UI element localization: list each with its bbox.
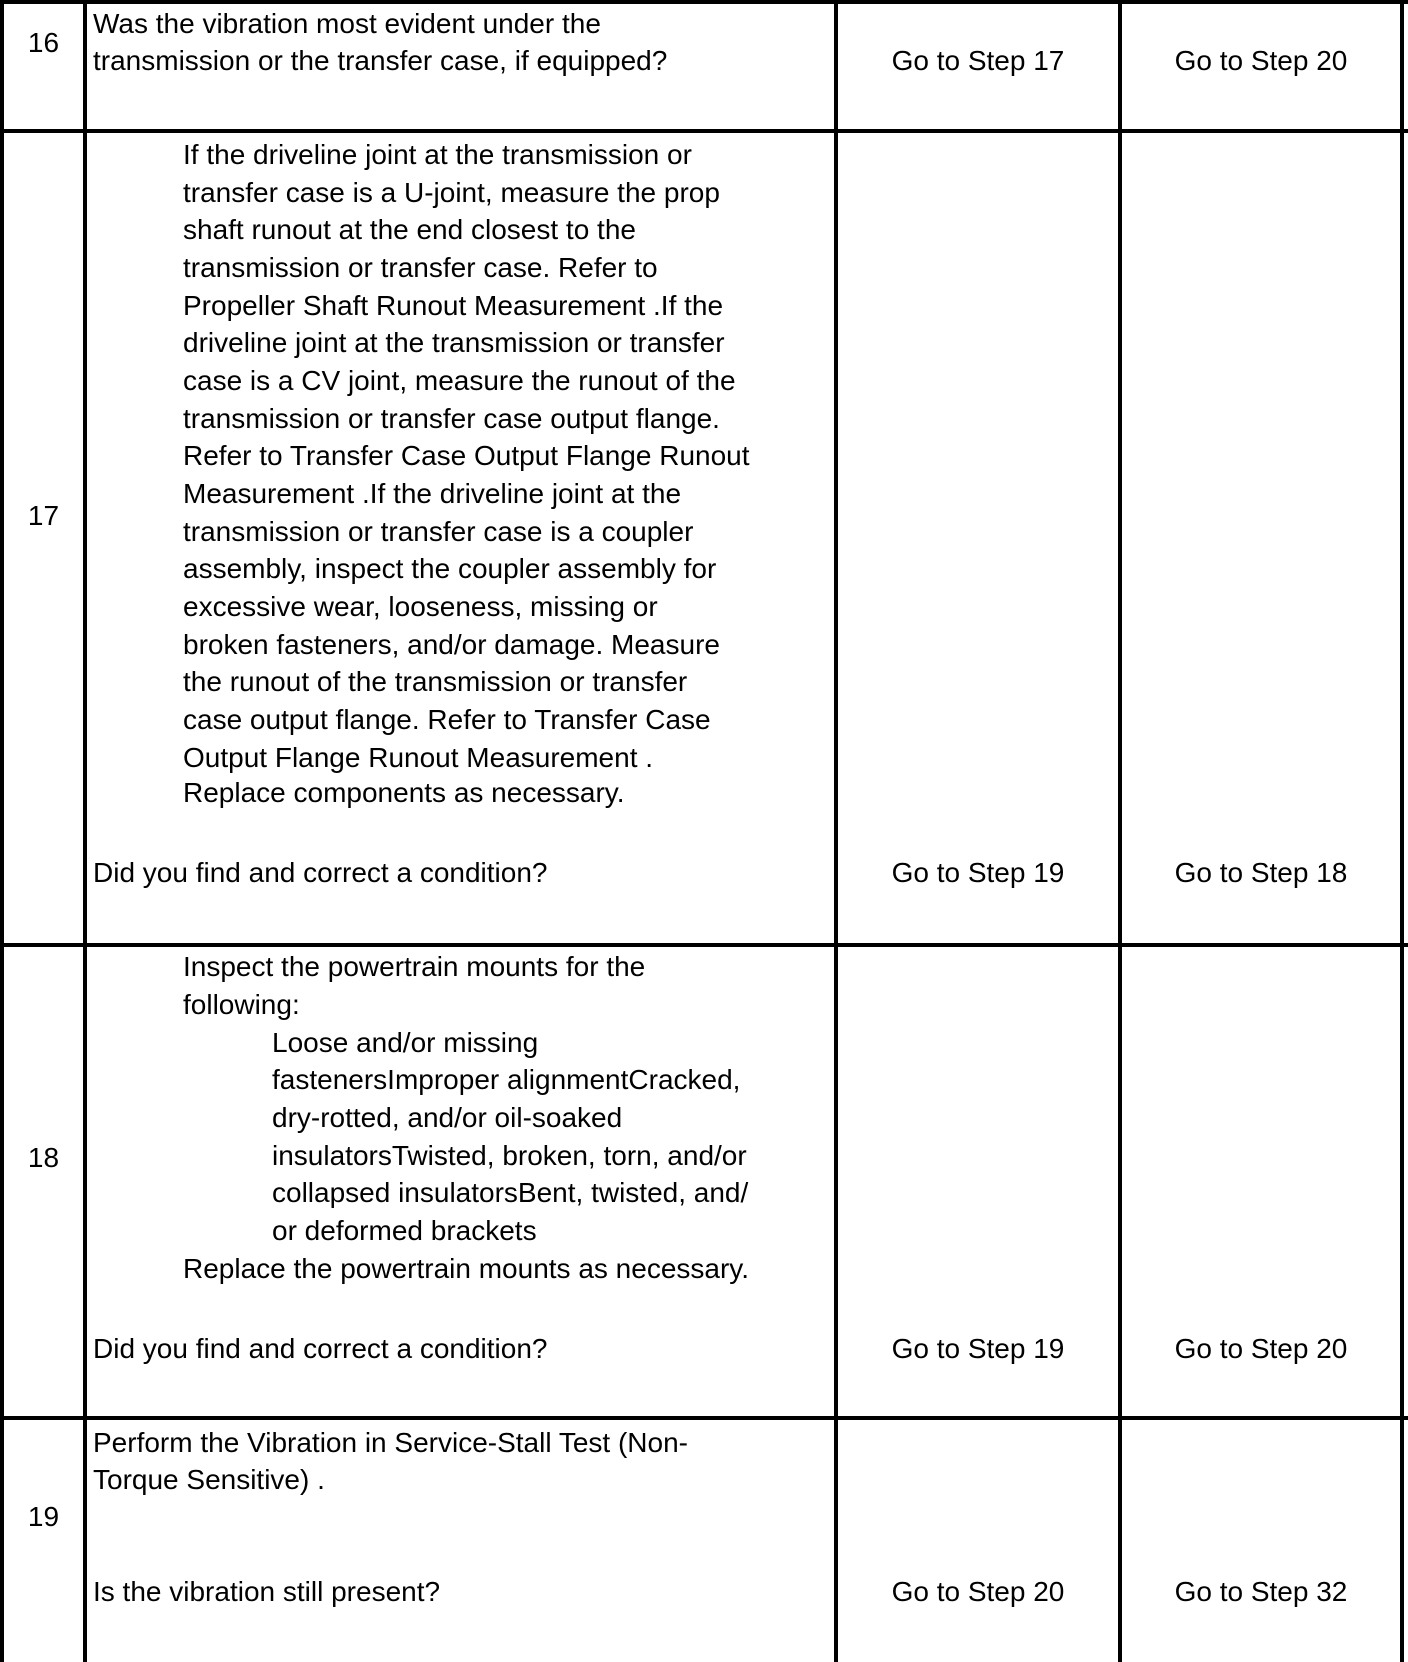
- step-number: 16: [27, 27, 60, 58]
- instruction-line: transmission or transfer case output flange.: [183, 403, 720, 434]
- question-text: Did you find and correct a condition?: [93, 857, 548, 888]
- instruction-line: excessive wear, looseness, missing or: [183, 591, 658, 622]
- instruction-line: If the driveline joint at the transmission or: [183, 139, 692, 170]
- instruction-line: case output flange. Refer to Transfer Case: [183, 704, 711, 735]
- row-divider: [0, 1416, 1408, 1420]
- row-divider: [0, 129, 1408, 133]
- instruction-line: Propeller Shaft Runout Measurement .If the: [183, 290, 724, 321]
- instruction-line: Refer to Transfer Case Output Flange Runout: [183, 440, 750, 471]
- no-action: Go to Step 18: [1174, 857, 1348, 888]
- no-action: Go to Step 20: [1174, 45, 1348, 76]
- step-number: 17: [27, 500, 60, 531]
- sublist-line: fastenersImproper alignmentCracked,: [272, 1064, 741, 1095]
- instruction-line: driveline joint at the transmission or transfer: [183, 327, 725, 358]
- instruction-line: Torque Sensitive) .: [93, 1464, 325, 1495]
- question-text: Is the vibration still present?: [93, 1576, 441, 1607]
- column-divider: [83, 0, 87, 1662]
- yes-action: Go to Step 19: [891, 1333, 1065, 1364]
- instruction-line: broken fasteners, and/or damage. Measure: [183, 629, 720, 660]
- question-text: Did you find and correct a condition?: [93, 1333, 548, 1364]
- row-divider: [0, 0, 1408, 4]
- instruction-line: transfer case is a U-joint, measure the prop: [183, 177, 720, 208]
- instruction-line: Replace the powertrain mounts as necessary.: [183, 1253, 749, 1284]
- instruction-line: the runout of the transmission or transfer: [183, 666, 688, 697]
- sublist-line: insulatorsTwisted, broken, torn, and/or: [272, 1140, 747, 1171]
- question-text: Was the vibration most evident under the: [93, 8, 601, 39]
- no-action: Go to Step 20: [1174, 1333, 1348, 1364]
- instruction-line: transmission or transfer case is a coupler: [183, 516, 694, 547]
- sublist-line: or deformed brackets: [272, 1215, 537, 1246]
- instruction-line: Inspect the powertrain mounts for the: [183, 951, 646, 982]
- instruction-line: transmission or transfer case. Refer to: [183, 252, 658, 283]
- yes-action: Go to Step 17: [891, 45, 1065, 76]
- step-number: 19: [27, 1501, 60, 1532]
- instruction-line: Replace components as necessary.: [183, 777, 625, 808]
- column-divider: [1118, 0, 1122, 1662]
- no-action: Go to Step 32: [1174, 1576, 1348, 1607]
- instruction-line: Output Flange Runout Measurement .: [183, 742, 654, 773]
- row-divider: [0, 943, 1408, 947]
- sublist-line: Loose and/or missing: [272, 1027, 539, 1058]
- step-number: 18: [27, 1142, 60, 1173]
- yes-action: Go to Step 20: [891, 1576, 1065, 1607]
- column-divider: [1400, 0, 1404, 1662]
- yes-action: Go to Step 19: [891, 857, 1065, 888]
- instruction-line: Measurement .If the driveline joint at the: [183, 478, 682, 509]
- instruction-line: Perform the Vibration in Service-Stall Test (Non-: [93, 1427, 688, 1458]
- instruction-line: assembly, inspect the coupler assembly for: [183, 553, 717, 584]
- instruction-line: shaft runout at the end closest to the: [183, 214, 636, 245]
- instruction-line: following:: [183, 989, 300, 1020]
- column-divider: [0, 0, 4, 1662]
- sublist-line: dry-rotted, and/or oil-soaked: [272, 1102, 623, 1133]
- sublist-line: collapsed insulatorsBent, twisted, and/: [272, 1177, 749, 1208]
- column-divider: [834, 0, 838, 1662]
- question-text: transmission or the transfer case, if equipped?: [93, 45, 668, 76]
- instruction-line: case is a CV joint, measure the runout of the: [183, 365, 736, 396]
